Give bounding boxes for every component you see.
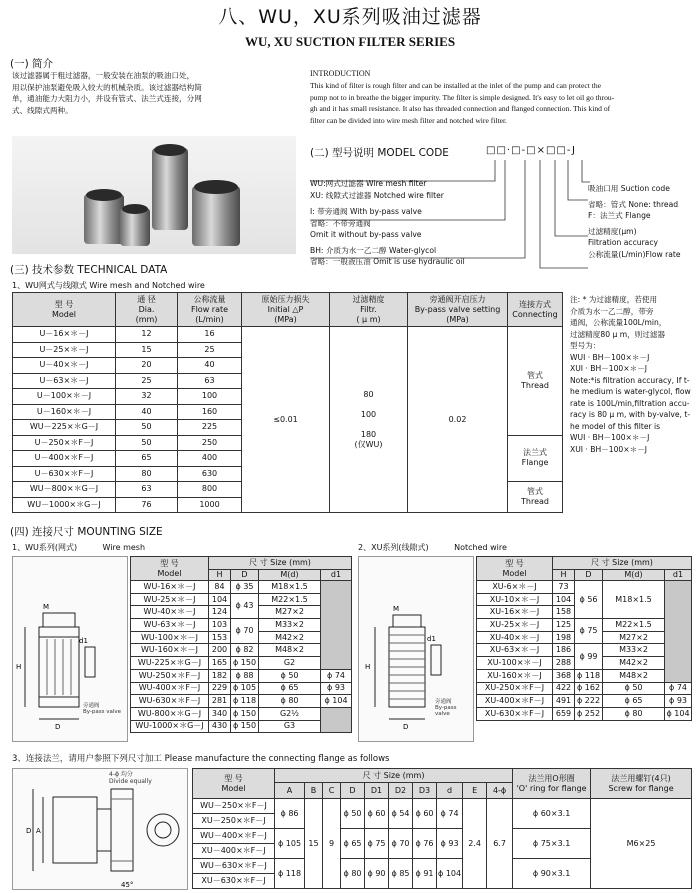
flange-table: 型 号 Model 尺 寸 Size (mm) 法兰用O形圈 'O' ring for flange 法兰用螺钉(4只) Screw for flange A B C D D1 D2 D3 d E 4-ϕ WU－250×＊F－J ϕ 86 15 9 ϕ 50 ϕ 60 ϕ 54 ϕ 60 ϕ 74 2.4 6.7 ϕ 60×3.1 M6×25 XU－250×＊F－J WU－400×＊F－J ϕ 105 ϕ 65 ϕ 75 ϕ 70 ϕ 76 ϕ 93 ϕ 75×3.1 XU－400×＊F－J WU－630×＊F－J ϕ 118 ϕ 80 ϕ 90 ϕ 85 ϕ 91 ϕ 104 ϕ 90×3.1 XU－630×＊F－J: [192, 768, 692, 889]
xu-drawing: [358, 556, 474, 742]
svg-text:D: D: [55, 723, 61, 731]
tech-table: 型 号 Model 通 径 Dia. (mm) 公称流量 Flow rate (L/min) 原始压力损失 Initial △P (MPa) 过滤精度 Filtr. ( μ m) 旁通阀开启压力 By-pass valve setting (MPa) 连接方式 Connecting U－16×＊－J 12 16 ≤0.01 80 100 180 (仅WU) 0.02 管式 Thread U－25×＊－J 15 25 U－40×＊－J 20 40 U－63×＊－J 25 63 U－100×＊－J 32 100 U－160×＊－J 40 160 WU－225×＊G－J 50 225 U－250×＊F－J 50 250 法兰式 Flange U－400×＊F－J 65 400 U－630×＊F－J 80 630 WU－800×＊G－J 63 800 管式 Thread WU－1000×＊G－J 76 1000: [12, 292, 563, 513]
th-loss: 原始压力损失 Initial △P (MPa): [242, 293, 330, 327]
th-conn: 连接方式 Connecting: [508, 293, 563, 327]
intro-heading: (一) 简介: [10, 58, 54, 70]
tech-sub: 1、WU网式与线隙式 Wire mesh and Notched wire: [12, 281, 205, 290]
table-row: U－16×＊－J: [13, 327, 116, 343]
filtr-values: 80 100 180 (仅WU): [330, 327, 408, 513]
tech-heading: (三) 技术参数 TECHNICAL DATA: [10, 264, 168, 276]
wu-label: 1、WU系列(网式) Wire mesh: [12, 543, 146, 552]
page-title-cn: 八、WU，XU系列吸油过滤器: [218, 6, 482, 28]
svg-text:D: D: [403, 723, 409, 731]
table-row: WU－250×＊F－J: [193, 799, 275, 814]
intro-text-cn: 该过滤器属于粗过滤器，一般安装在油泵的吸油口处， 用以保护油泵避免吸入较大的机械杂质。该过滤器结构简 单，通油能力大阻力小，并设有管式、法兰式连接，分网 式、线隙式两种。: [12, 71, 202, 115]
mount-heading: (四) 连接尺寸 MOUNTING SIZE: [10, 526, 163, 538]
svg-text:D: D: [26, 827, 32, 835]
xu-size-table: 型 号 Model 尺 寸 Size (mm) H D M(d) d1 XU-6×＊－J 73 ϕ 56 M18×1.5 XU-10×＊－J 104 XU-16×＊－J 158 XU-25×＊－J 125 ϕ 75 M22×1.5 XU-40×＊－J 198 M27×2 XU-63×＊－J 186 ϕ 99 M33×2 XU-100×＊－J 288 M42×2 XU-160×＊－J 368 ϕ 118 M48×2 XU-250×＊F－J 422 ϕ 162 ϕ 50 ϕ 74 XU-400×＊F－J 491 ϕ 222 ϕ 65 ϕ 93 XU-630×＊F－J 659 ϕ 252 ϕ 80 ϕ 104: [476, 556, 692, 721]
th-model: 型 号 Model: [13, 293, 116, 327]
svg-text:H: H: [365, 663, 371, 671]
svg-text:45°: 45°: [121, 881, 134, 889]
page-title-en: WU, XU SUCTION FILTER SERIES: [244, 34, 456, 49]
product-photo: [12, 136, 296, 254]
wu-size-table: 型 号 Model 尺 寸 Size (mm) H D M(d) d1 WU-16×＊－J 84 ϕ 35 M18×1.5 WU-25×＊－J 104 ϕ 43 M22×1.5 WU-40×＊－J 124 M27×2 WU-63×＊－J 103 ϕ 70 M33×2 WU-100×＊－J 153 M42×2 WU-160×＊－J 200 ϕ 82 M48×2 WU-225×＊G－J 165 ϕ 150 G2 WU-250×＊F－J 182 ϕ 88 ϕ 50 ϕ 74 WU-400×＊F－J 229 ϕ 105 ϕ 65 ϕ 93 WU-630×＊F－J 281 ϕ 118 ϕ 80 ϕ 104 WU-800×＊G－J 340 ϕ 150 G2½ WU-1000×＊G－J 430 ϕ 150 G3: [130, 556, 352, 733]
flange-drawing: [12, 768, 188, 890]
svg-text:M: M: [43, 603, 50, 611]
bypass-label: 旁通阀 By-pass valve: [83, 703, 122, 715]
table-row: XU-6×＊－J: [477, 581, 553, 594]
svg-text:M: M: [393, 605, 400, 613]
table-row: WU-16×＊－J: [131, 581, 209, 594]
wu-drawing: [12, 556, 128, 742]
flange-label: 3、连接法兰，请用户参照下列尺寸加工 Please manufacture the connecting flange as follows: [12, 754, 390, 764]
intro-text-en: This kind of filter is rough filter and can be installed at the inlet of the pump and can protect the pump not to in breathe the bigger impurity. The filter is simple designed. It's easy to let oil go throu- gh and it has small resistance. It also has threaded connection and flanged connection. This kind of filter can be divided into wire mesh filter and notched wire filter.: [310, 81, 615, 125]
intro-heading-en: INTRODUCTION: [310, 69, 371, 78]
bypass-label-xu: 旁通阀 By-pass valve: [435, 699, 457, 717]
model-code-heading: (二) 型号说明 MODEL CODE: [310, 147, 449, 159]
svg-text:d1: d1: [427, 635, 436, 643]
svg-text:A: A: [36, 827, 41, 835]
xu-label: 2、XU系列(线隙式) Notched wire: [358, 543, 507, 552]
svg-text:d1: d1: [79, 637, 88, 645]
th-bypass: 旁通阀开启压力 By-pass valve setting (MPa): [408, 293, 508, 327]
svg-text:H: H: [16, 663, 22, 671]
model-code-left: WU:网式过滤器 Wire mesh filter XU: 线隙式过滤器 Notched wire filter I: 带旁通阀 With by-pass valve 省略：不带旁通阀 Omit it without by-pass valve BH: 介质为水一乙二醇 Water-glycol 省略：一般液压油 Omit is use hydraulic oil: [310, 179, 465, 266]
model-code-pattern: □□·□-□×□□-J: [486, 145, 576, 156]
model-code-right: 吸油口用 Suction code 省略：管式 None: thread F：法兰式 Flange 过滤精度(μm) Filtration accuracy 公称流量(L/min)Flow rate: [588, 184, 681, 259]
divide-label: 4-ϕ 均分 Divide equally: [109, 771, 152, 785]
th-filtr: 过滤精度 Filtr. ( μ m): [330, 293, 408, 327]
tech-note: 注: * 为过滤精度，若使用 介质为水一乙二醇，带旁 通阀，公称流量100L/min， 过滤精度80 μ m，则过滤器 型号为： WUI · BH－100×＊－J XUI · BH－100×＊－J Note:*is filtration accuracy, If t- he medium is water-glycol, flow rate is 100L/min,filtration accu- racy is 80 μ m, with by-valve, t- he model of this filter is WUI · BH－100×＊－J XUI · BH－100×＊－J: [570, 295, 691, 454]
th-flow: 公称流量 Flow rate (L/min): [178, 293, 242, 327]
th-dia: 通 径 Dia. (mm): [116, 293, 178, 327]
